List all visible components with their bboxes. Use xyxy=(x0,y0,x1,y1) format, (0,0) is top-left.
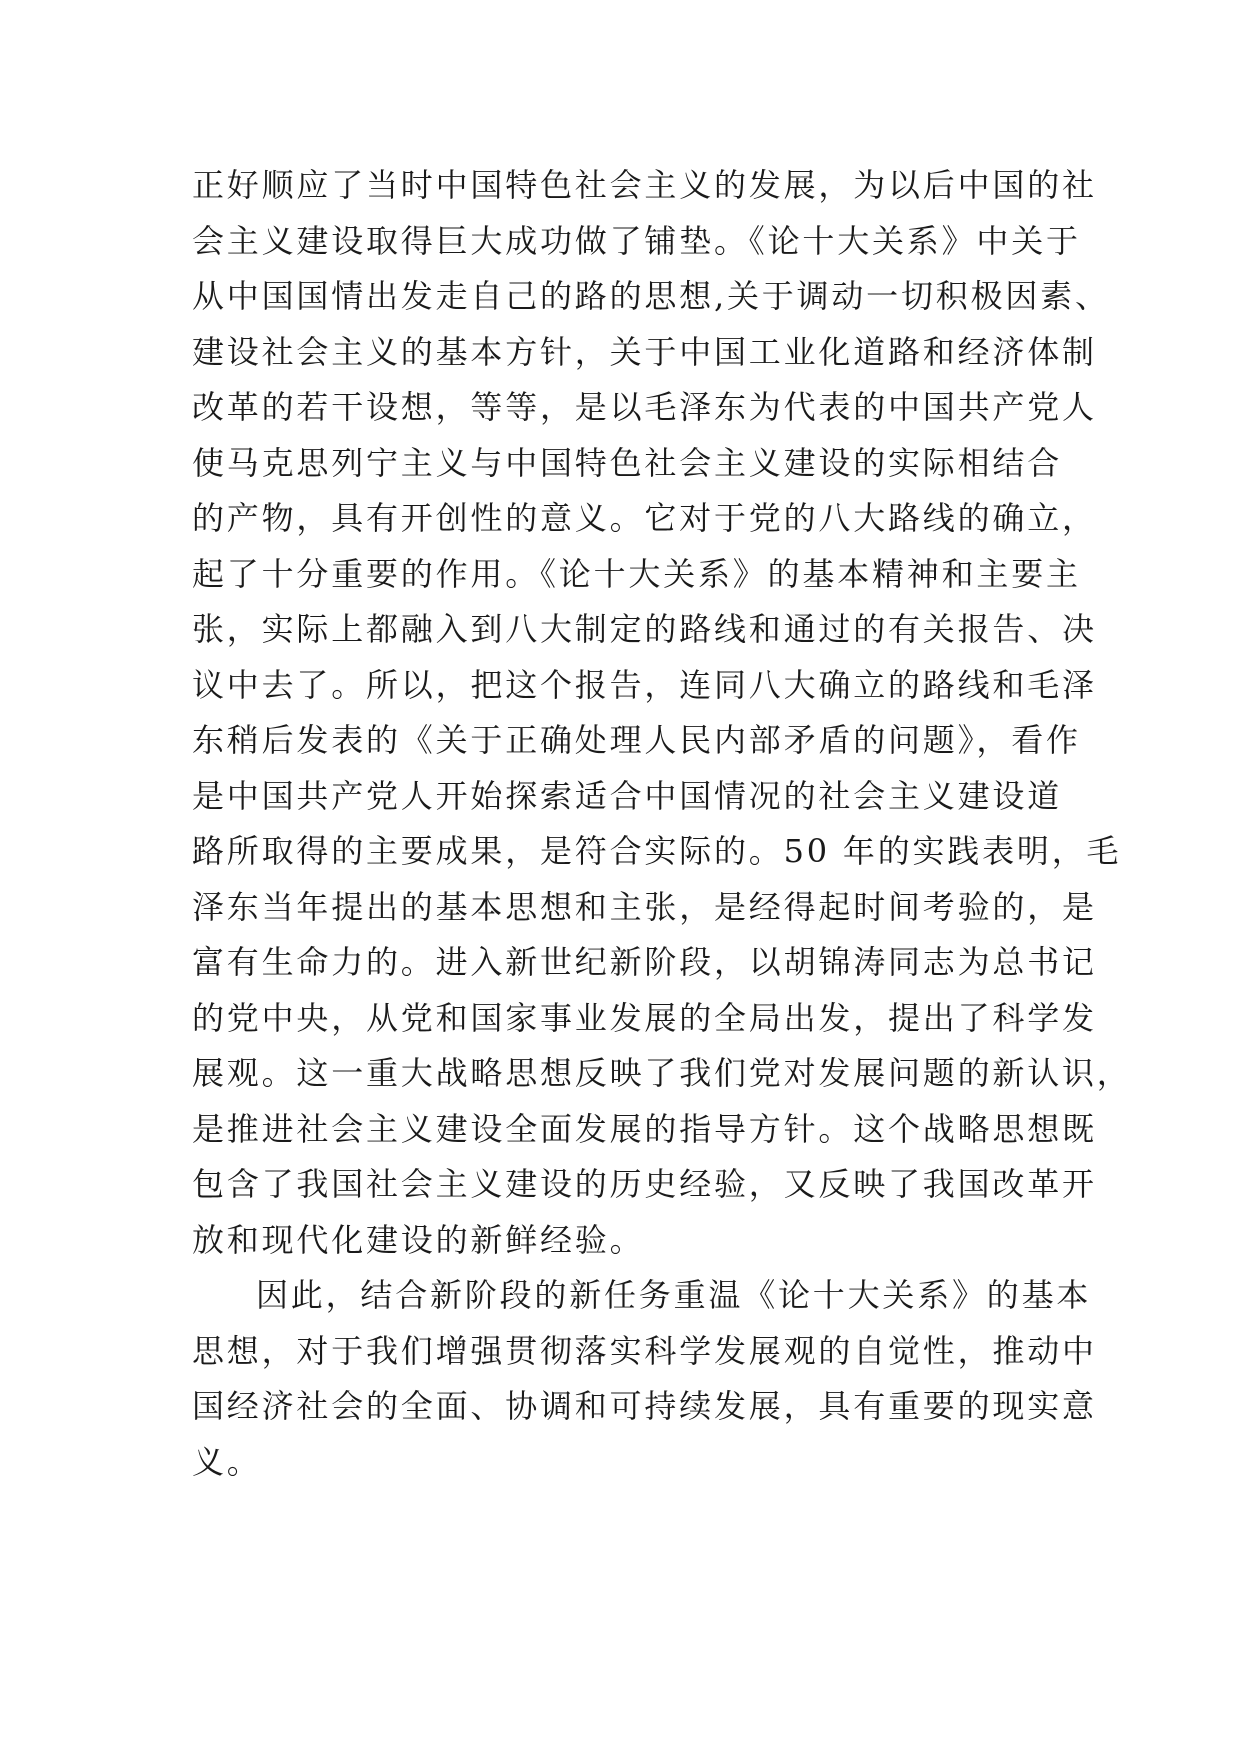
text-line: 起了十分重要的作用。《论十大关系》的基本精神和主要主 xyxy=(192,554,1081,593)
text-line: 国经济社会的全面、协调和可持续发展，具有重要的现实意 xyxy=(192,1387,1097,1425)
text-line: 展观。这一重大战略思想反映了我们党对发展问题的新认识， xyxy=(192,1054,1132,1092)
text-line: 议中去了。所以，把这个报告，连同八大确立的路线和毛泽 xyxy=(192,665,1097,704)
text-line: 包含了我国社会主义建设的历史经验，又反映了我国改革开 xyxy=(192,1165,1097,1203)
text-line: 的产物，具有开创性的意义。它对于党的八大路线的确立， xyxy=(192,499,1097,537)
text-line: 会主义建设取得巨大成功做了铺垫。《论十大关系》中关于 xyxy=(192,221,1081,260)
text-line: 正好顺应了当时中国特色社会主义的发展，为以后中国的社 xyxy=(192,166,1097,204)
body-text xyxy=(192,158,1132,1490)
text-line: 使马克思列宁主义与中国特色社会主义建设的实际相结合 xyxy=(192,443,1063,482)
text-line: 的党中央，从党和国家事业发展的全局出发，提出了科学发 xyxy=(192,998,1097,1037)
text-line: 张，实际上都融入到八大制定的路线和通过的有关报告、决 xyxy=(192,610,1097,648)
text-line: 思想，对于我们增强贯彻落实科学发展观的自觉性，推动中 xyxy=(192,1331,1097,1370)
text-line: 从中国国情出发走自己的路的思想,关于调动一切积极因素、 xyxy=(192,277,1110,315)
text-line: 放和现代化建设的新鲜经验。 xyxy=(192,1220,645,1259)
text-line: 富有生命力的。进入新世纪新阶段，以胡锦涛同志为总书记 xyxy=(192,943,1097,981)
text-line: 路所取得的主要成果，是符合实际的。50 年的实践表明，毛 xyxy=(192,832,1122,870)
text-line: 东稍后发表的《关于正确处理人民内部矛盾的问题》，看作 xyxy=(192,721,1081,759)
text-line: 建设社会主义的基本方针，关于中国工业化道路和经济体制 xyxy=(192,332,1097,371)
text-line: 泽东当年提出的基本思想和主张，是经得起时间考验的，是 xyxy=(192,887,1097,926)
text-line: 改革的若干设想，等等，是以毛泽东为代表的中国共产党人 xyxy=(192,388,1097,426)
text-line: 义。 xyxy=(192,1442,262,1481)
text-line: 是推进社会主义建设全面发展的指导方针。这个战略思想既 xyxy=(192,1109,1097,1148)
text-line: 是中国共产党人开始探索适合中国情况的社会主义建设道 xyxy=(192,776,1063,815)
paragraph-start-line: 因此，结合新阶段的新任务重温《论十大关系》的基本 xyxy=(256,1276,1092,1314)
